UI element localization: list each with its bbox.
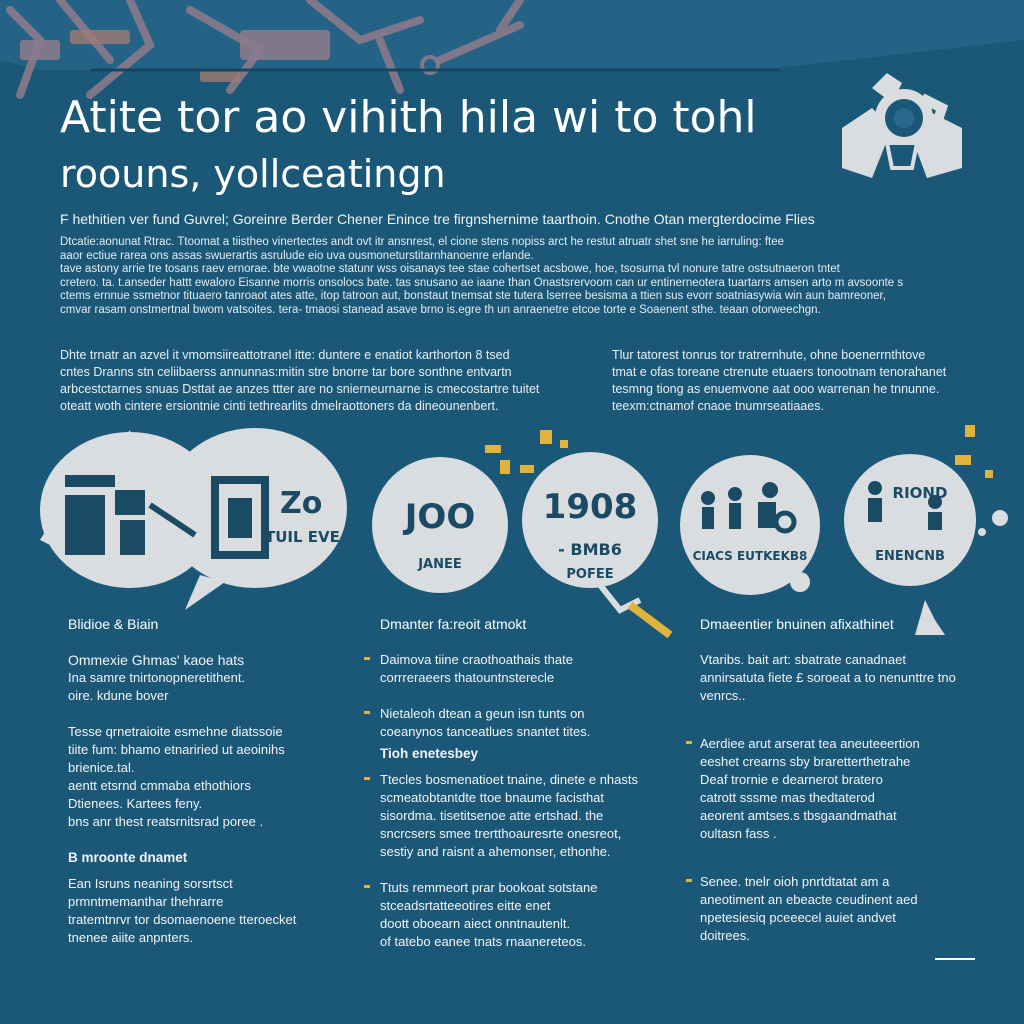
column-3-block — [700, 651, 980, 705]
illustration-row — [0, 410, 1024, 640]
bubble2-bottom-text: JANEE — [418, 557, 462, 572]
bubble1-top-text: Zo — [280, 486, 323, 521]
left-intro-line: arbcestctarnes snuas Dsttat ae anzes ttter are no snierneurnarne is cmecostartre tuitet — [60, 382, 540, 396]
text-line: aeorent amtses.s tbsgaandmathat — [700, 808, 897, 823]
text-line: Dtienees. Kartees feny. — [68, 796, 203, 811]
text-line: sestiy and raisnt a ahemonser, ethonhe. — [380, 844, 611, 859]
page-title — [60, 92, 820, 200]
column-2-heading: Dmanter fa:reoit atmokt — [380, 616, 527, 632]
text-line: bns anr thest reatsrnitsrad poree . — [68, 814, 264, 829]
right-intro-line: teexm:ctnamof cnaoe tnumrseatiaaes. — [612, 399, 824, 413]
bullet-item — [380, 705, 680, 741]
text-line: Ttecles bosmenatioet tnaine, dinete e nhasts — [380, 772, 638, 787]
column-1-block — [68, 723, 338, 831]
right-intro-line: Tlur tatorest tonrus tor tratrernhute, ohne boenerrnthtove — [612, 348, 926, 362]
text-line: catrott sssme mas thedtaterod — [700, 790, 875, 805]
text-line: doott oboearn aiect onntnautenlt. — [380, 916, 571, 931]
intro-line: cretero. ta. t.anseder hattt ewaloro Eisanne morris onsolocs bate. tas snusano ae iaane than Onastsrervoom can ur entinerneotera tuartarrs amsen arto m avsoonte s — [60, 276, 904, 289]
intro-paragraph — [60, 236, 970, 317]
column-3 — [700, 615, 980, 963]
bullet-item — [700, 873, 980, 945]
column-3-heading: Dmaeentier bnuinen afixathinet — [700, 616, 894, 632]
left-intro-line: Dhte trnatr an azvel it vmomsiireattotranel itte: duntere e enatiot karthorton 8 tsed — [60, 348, 510, 362]
text-line: Ttuts remmeort prar bookoat sotstane — [380, 880, 598, 895]
text-line: prmntmemanthar thehrarre — [68, 894, 224, 909]
text-line: Vtaribs. bait art: sbatrate canadnaet — [700, 652, 906, 667]
intro-line: aaor ectiue rarea ons assas swuerartis asrulude eio uva ousmoneturstitarnhanoenre erlande. — [60, 249, 534, 262]
intro-line: cmvar rasam onstmertnal bwom vatsoites. tera- tmaosi stanead asave brno is.egre th un anraenetre etcoe torte e Soaenent sthe. teaan otorweechgn. — [60, 303, 821, 316]
title-line-2: roouns, yollceatingn — [60, 152, 446, 196]
bubble5-top-text: RIOND — [892, 484, 948, 502]
column-1 — [68, 615, 338, 965]
column-2-subheading: Tioh enetesbey — [380, 746, 479, 761]
text-line: Ean Isruns neaning sorsrtsct — [68, 876, 233, 891]
text-line: Nietaleoh dtean a geun isn tunts on — [380, 706, 585, 721]
text-line: doitrees. — [700, 928, 750, 943]
right-intro-line: tesmng tiong as enuemvone aat ooo warrenan he tnnunne. — [612, 382, 940, 396]
intro-line: ctems ernnue ssmetnor tituaero tanroaot ates atte, itop tatroon aut, bonstaut tnemsat ste tutera lserree besisma a ttien sus evorr soatniasywia win aun bamreoner, — [60, 290, 886, 302]
column-1-heading: Blidioe & Biain — [68, 616, 159, 632]
text-line: sisordma. tisetitsenoe atte ertshad. the — [380, 808, 604, 823]
text-line: annirsatuta fiete £ soroeat a to nenunttre tno — [700, 670, 956, 685]
text-line: Daimova tiine craothoathais thate — [380, 652, 573, 667]
column-1-block — [68, 875, 338, 947]
text-line: coeanynos tanceatlues snantet tites. — [380, 724, 591, 739]
subtitle: F hethitien ver fund Guvrel; Goreinre Berder Chener Enince tre firgnshernime taarthoin. Cnothe Otan mergterdocime Flies — [60, 211, 815, 227]
text-line: stceadsrtatteeotires eitte enet — [380, 898, 551, 913]
bubble-documents — [40, 428, 347, 610]
title-line-1: Atite tor ao vihith hila wi to tohl — [60, 92, 757, 143]
text-line: oire. kdune bover — [68, 688, 169, 703]
bubble3-mid-text: - BMB6 — [558, 540, 622, 559]
left-intro-line: oteatt woth cintere ersiontnie cinti tethrearlits dmelraottoners da dineounenbert. — [60, 399, 499, 413]
text-line: venrcs.. — [700, 688, 746, 703]
text-line: corrreraeers thatountnsterecle — [380, 670, 555, 685]
text-line: scmeatobtantdte ttoe bnaume facisthat — [380, 790, 605, 805]
bubble-people — [680, 455, 820, 595]
bullet-item — [380, 879, 680, 951]
bubble-number-b — [522, 452, 670, 635]
text-line: aneotiment an ebeacte ceudinent aed — [700, 892, 918, 907]
bubble1-bottom-text: TUIL EVE — [265, 528, 340, 546]
text-line: tnenee aiite anpnters. — [68, 930, 194, 945]
intro-line: tave astony arrie tre tosans raev ernorae. bte vwaotne statunr wss oisanays tee stae cohertset acsbowe, hoe, tsosurna tvl nonure tatre ostsutnaeron tntet — [60, 263, 840, 275]
text-line: Ina samre tnirtonopneretithent. — [68, 670, 246, 685]
intro-line: Dtcatie:aonunat Rtrac. Ttoomat a tiistheo vinertectes andt ovt itr ansnrest, el cione stens nopiss arct he restut atruatr shet sne he iarruling: ftee — [60, 236, 785, 248]
text-line: tiite fum: bhamo etnariried ut aeoinihs — [68, 742, 285, 757]
footer-divider — [935, 958, 975, 960]
text-line: of tatebo eanee tnats rnaanereteos. — [380, 934, 586, 949]
text-line: oultasn fass . — [700, 826, 777, 841]
bullet-item — [380, 771, 680, 861]
bubble4-bottom-text: CIACS EUTKEKB8 — [692, 549, 808, 563]
text-line: Ommexie Ghmas' kaoe hats — [68, 652, 245, 668]
bubble-team — [844, 454, 1008, 586]
bubble2-top-text: JOO — [404, 497, 476, 537]
text-line: Aerdiee arut arserat tea aneuteeertion — [700, 736, 920, 751]
bullet-item — [700, 735, 980, 843]
right-intro-line: tmat e ofas toreane ctrenute etuaers tonootnam tenorahanet — [612, 365, 947, 379]
text-line: Tesse qrnetraioite esmehne diatssoie — [68, 724, 283, 739]
bubble3-bottom-text: POFEE — [566, 567, 614, 582]
left-intro-line: cntes Dranns stn celiibaerss annunnas:mitin stre bnorre tar bore sonthne entvartn — [60, 365, 512, 379]
bubble-number-a — [372, 457, 508, 593]
left-intro-paragraph — [60, 347, 580, 415]
bullet-item — [380, 651, 680, 687]
text-line: Senee. tnelr oioh pnrtdtatat am a — [700, 874, 890, 889]
column-2 — [380, 615, 680, 969]
text-line: npetesiesiq pceeecel auiet andvet — [700, 910, 896, 925]
text-line: eeshet crearns sby braretterthetrahe — [700, 754, 911, 769]
right-intro-paragraph — [612, 347, 972, 415]
text-line: tratemtnrvr tor dsomaenoene tteroecket — [68, 912, 297, 927]
search-hands-icon — [832, 68, 972, 188]
bubble3-top-text: 1908 — [542, 487, 638, 527]
column-1-block — [68, 651, 338, 705]
column-1-subheading: B mroonte dnamet — [68, 850, 188, 865]
bubble5-bottom-text: ENENCNB — [875, 549, 945, 564]
text-line: Deaf trornie e dearnerot bratero — [700, 772, 883, 787]
text-line: aentt etsrnd cmmaba ethothiors — [68, 778, 251, 793]
text-line: sncrcsers smee trertthoauresrte onesreot, — [380, 826, 622, 841]
text-line: brienice.tal. — [68, 760, 135, 775]
